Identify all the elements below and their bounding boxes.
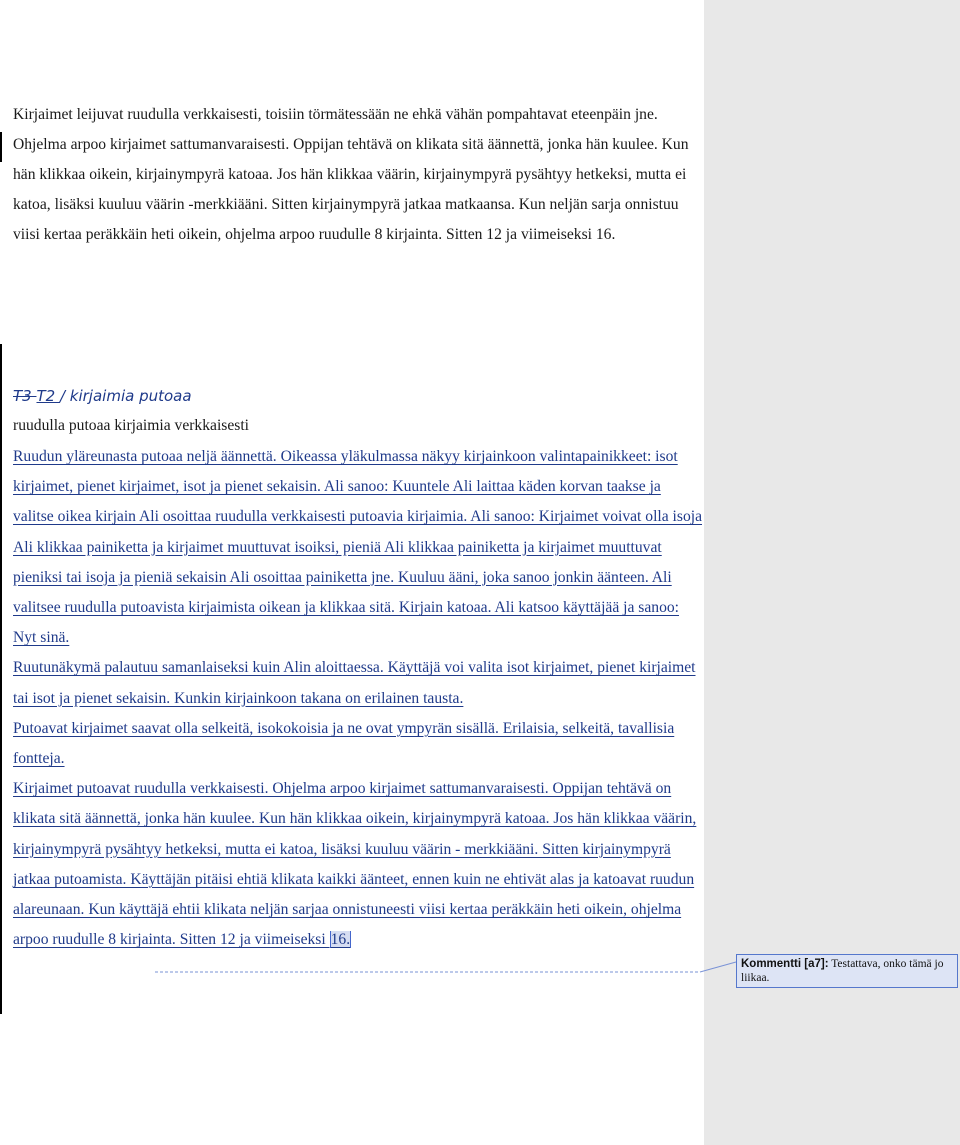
inserted-paragraph: Ruudun yläreunasta putoaa neljä äännettä. Oikeassa yläkulmassa näkyy kirjainkoon valintapainikkeet: isot kirjaimet, pienet kirjaimet, isot ja pienet sekaisin. Ali sanoo: Kuuntele Ali laittaa käden korvan taakse ja valitse oikea kirjain Ali osoittaa ruudulla verkkaisesti putoavia kirjaimia. Ali sanoo: Kirjaimet voivat olla isoja Ali klikkaa painiketta ja kirjaimet muuttuvat isoiksi, pieniä Ali klikkaa painiketta ja kirjaimet muuttuvat pieniksi tai isoja ja pieniä sekaisin Ali osoittaa painiketta jne. Kuuluu ääni, joka sanoo jonkin äänteen. Ali valitsee ruudulla putoavista kirjaimista oikean ja klikkaa sitä. Kirjain katoaa. Ali katsoo käyttäjää ja sanoo: Nyt sinä. [13, 448, 703, 647]
inserted-paragraph: Putoavat kirjaimet saavat olla selkeitä, isokokoisia ja ne ovat ympyrän sisällä. Erilaisia, selkeitä, tavallisia fontteja. [13, 719, 675, 768]
subheading-line: ruudulla putoaa kirjaimia verkkaisesti [13, 417, 250, 434]
inserted-paragraph-text: Kirjaimet putoavat ruudulla verkkaisesti. Ohjelma arpoo kirjaimet sattumanvaraisesti. Oppijan tehtävä on klikata sitä äännettä, jonka hän kuulee. Kun hän klikkaa oikein, kirjainympyrä katoaa. Jos hän klikkaa väärin, kirjainympyrä pysähtyy hetkeksi, mutta ei katoa, lisäksi kuuluu väärin - merkkiääni. Sitten kirjainympyrä jatkaa putoamista. Käyttäjän pitäisi ehtiä klikata kaikki äänteet, ennen kuin ne ehtivät alas ja katoavat ruudun alareunaan. Kun käyttäjä ehtii klikata neljän sarjaa onnistuneesti viisi kertaa peräkkäin heti oikein, ohjelma arpoo ruudulle 8 kirjainta. Sitten 12 ja viimeiseksi [13, 780, 697, 949]
comment-label: Kommentti [a7]: [741, 958, 829, 970]
inserted-paragraph: Ruutunäkymä palautuu samanlaiseksi kuin Alin aloittaessa. Käyttäjä voi valita isot kirjaimet, pienet kirjaimet tai isot ja pienet sekaisin. Kunkin kirjainkoon takana on erilainen tausta. [13, 659, 696, 707]
deleted-text: T3 [13, 387, 37, 405]
heading-text: / kirjaimia putoaa [59, 387, 192, 405]
comment-balloon[interactable] [736, 954, 958, 988]
comment-anchor[interactable]: 16. [330, 931, 351, 949]
inserted-text: T2 [36, 387, 60, 405]
body-paragraph: Kirjaimet leijuvat ruudulla verkkaisesti, toisiin törmätessään ne ehkä vähän pompahtavat eteenpäin jne. Ohjelma arpoo kirjaimet sattumanvaraisesti. Oppijan tehtävä on klikata sitä äännettä, jonka hän kuulee. Kun hän klikkaa oikein, kirjainympyrä katoaa. Jos hän klikkaa väärin, kirjainympyrä pysähtyy hetkeksi, mutta ei katoa, lisäksi kuuluu väärin -merkkiääni. Sitten kirjainympyrä jatkaa matkaansa. Kun neljän sarja onnistuu viisi kertaa peräkkäin heti oikein, ohjelma arpoo ruudulle 8 kirjainta. Sitten 12 ja viimeiseksi 16. [13, 106, 689, 243]
comment-text: Testattava, onko tämä jo liikaa. [741, 958, 944, 984]
